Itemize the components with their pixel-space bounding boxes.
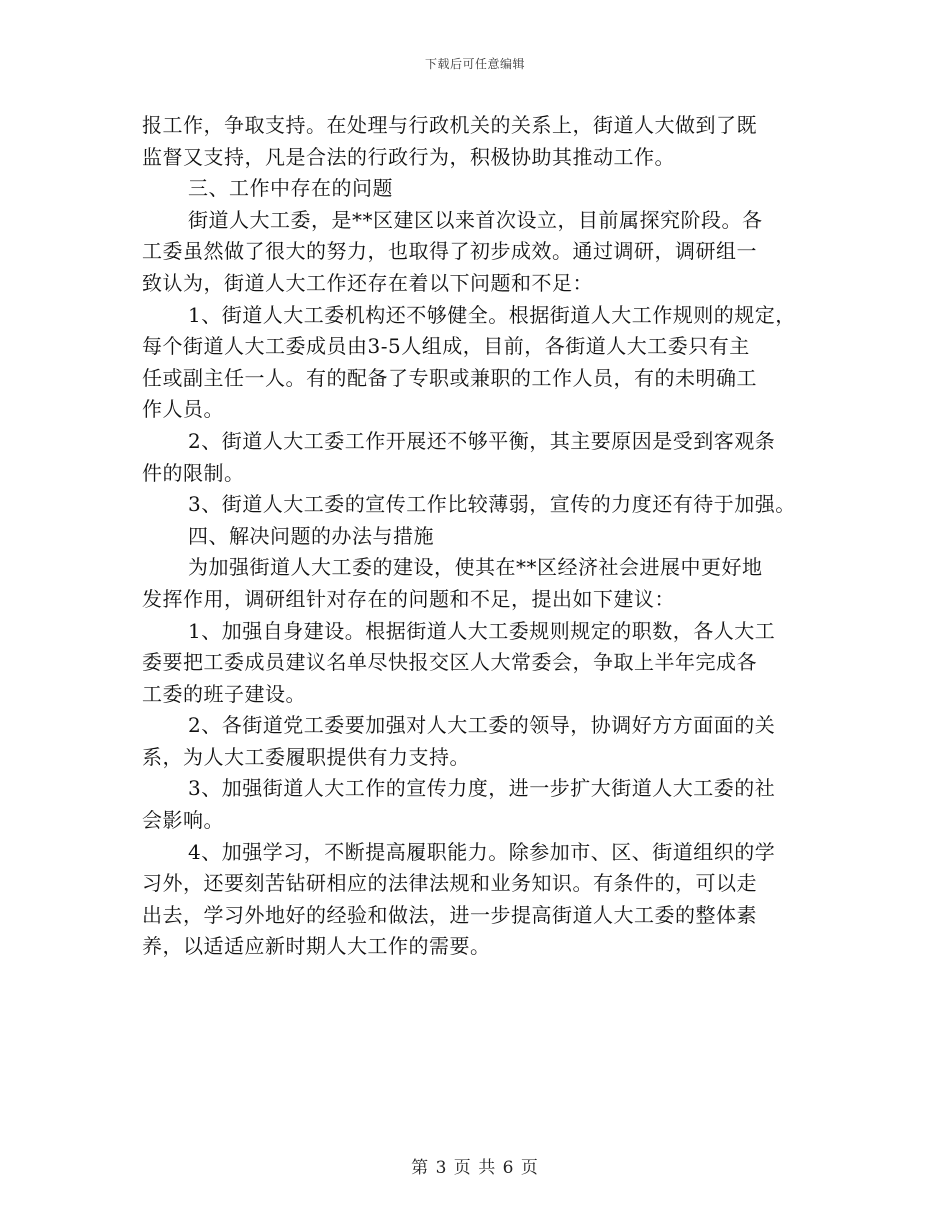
text-line: 街道人大工委，是**区建区以来首次设立，目前属探究阶段。各 xyxy=(188,207,763,232)
text-line: 会影响。 xyxy=(142,808,224,833)
text-line: 工委的班子建设。 xyxy=(142,681,306,706)
text-line: 任或副主任一人。有的配备了专职或兼职的工作人员，有的未明确工 xyxy=(142,365,757,390)
text-line: 报工作，争取支持。在处理与行政机关的关系上，街道人大做到了既 xyxy=(142,113,757,137)
text-line: 1、加强自身建设。根据街道人大工委规则规定的职数，各人大工 xyxy=(188,618,776,643)
text-line: 3、加强街道人大工作的宣传力度，进一步扩大街道人大工委的社 xyxy=(188,776,776,801)
text-line: 习外，还要刻苦钻研相应的法律法规和业务知识。有条件的，可以走 xyxy=(142,871,757,896)
text-line: 出去，学习外地好的经验和做法，进一步提高街道人大工委的整体素 xyxy=(142,902,757,927)
text-line: 工委虽然做了很大的努力，也取得了初步成效。通过调研，调研组一 xyxy=(142,239,757,264)
text-line: 系，为人大工委履职提供有力支持。 xyxy=(142,744,470,769)
page-footer: 第 3 页 共 6 页 xyxy=(411,1158,539,1178)
text-line: 1、街道人大工委机构还不够健全。根据街道人大工作规则的规定， xyxy=(188,302,796,327)
document-body xyxy=(142,110,822,963)
text-line: 四、解决问题的办法与措施 xyxy=(188,523,434,548)
text-line: 3、街道人大工委的宣传工作比较薄弱，宣传的力度还有待于加强。 xyxy=(188,492,796,517)
text-line: 致认为，街道人大工作还存在着以下问题和不足： xyxy=(142,270,593,295)
text-line: 发挥作用，调研组针对存在的问题和不足，提出如下建议： xyxy=(142,586,675,611)
text-line: 每个街道人大工委成员由3-5人组成，目前，各街道人大工委只有主 xyxy=(142,334,750,359)
text-line: 委要把工委成员建议名单尽快报交区人大常委会，争取上半年完成各 xyxy=(142,650,757,675)
text-line: 2、各街道党工委要加强对人大工委的领导，协调好方方面面的关 xyxy=(188,713,776,738)
text-line: 监督又支持，凡是合法的行政行为，积极协助其推动工作。 xyxy=(142,144,675,169)
text-line: 件的限制。 xyxy=(142,460,245,485)
text-line: 作人员。 xyxy=(142,397,224,422)
text-line: 2、街道人大工委工作开展还不够平衡，其主要原因是受到客观条 xyxy=(188,428,776,453)
text-line: 为加强街道人大工委的建设，使其在**区经济社会进展中更好地 xyxy=(188,555,763,580)
page-header: 下载后可任意编辑 xyxy=(424,57,525,71)
text-line: 三、工作中存在的问题 xyxy=(188,176,393,201)
text-line: 4、加强学习，不断提高履职能力。除参加市、区、街道组织的学 xyxy=(188,839,776,864)
text-line: 养，以适适应新时期人大工作的需要。 xyxy=(142,934,491,959)
